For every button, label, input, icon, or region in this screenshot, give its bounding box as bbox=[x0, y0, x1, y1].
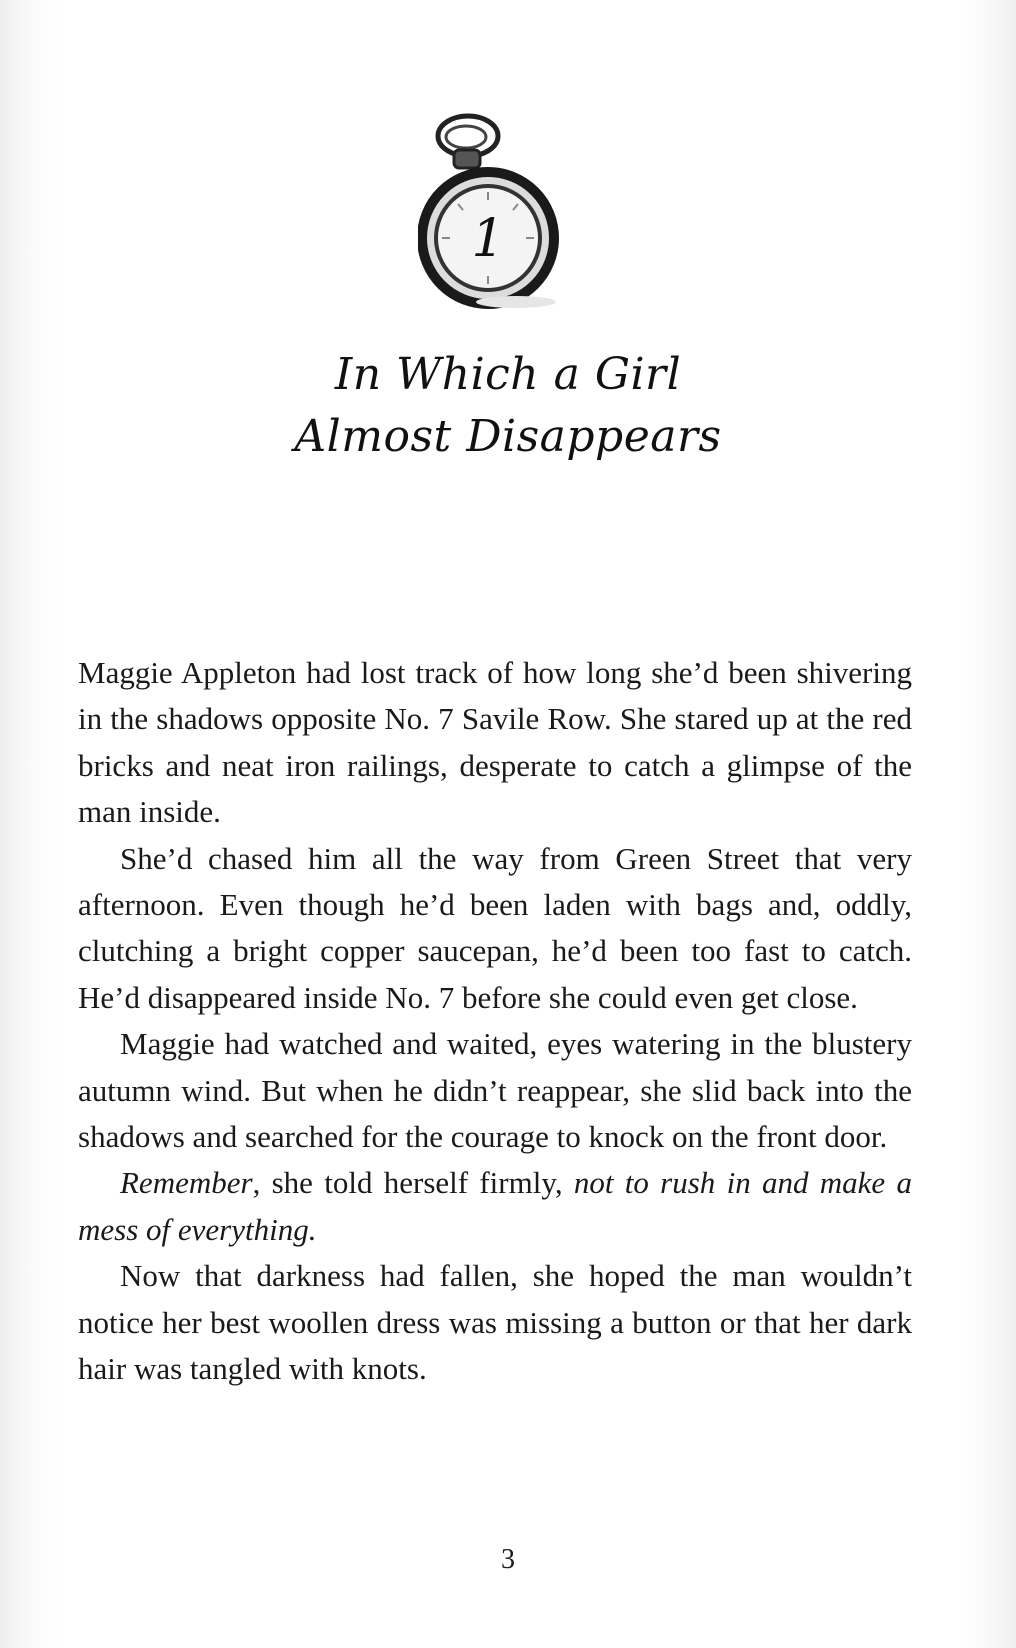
text-run: Maggie Appleton had lost track of how long she’d been shivering in the shadows opposite No. 7 Savile Row. She stared up at the red bricks and neat iron railings, desperate to catch a glimpse of the man inside. bbox=[78, 655, 912, 830]
paragraph bbox=[78, 650, 912, 836]
text-run: Now that darkness had fallen, she hoped the man wouldn’t notice her best woollen dress was missing a button or that her dark hair was tangled with knots. bbox=[78, 1258, 912, 1387]
paragraph bbox=[78, 1253, 912, 1392]
page-number: 3 bbox=[501, 1544, 515, 1575]
chapter-title-line-1: In Which a Girl bbox=[334, 349, 682, 400]
text-run: , she told herself firmly, bbox=[252, 1165, 574, 1201]
chapter-number: 1 bbox=[471, 209, 505, 269]
chapter-title bbox=[200, 344, 816, 468]
chapter-title-line-2: Almost Disappears bbox=[294, 411, 722, 462]
text-run: She’d chased him all the way from Green Street that very afternoon. Even though he’d been laden with bags and, oddly, clutching a bright copper saucepan, he’d been too fast to catch. He’d disappeared inside No. 7 before she could even get close. bbox=[78, 840, 912, 1015]
pocket-watch-icon bbox=[418, 110, 578, 310]
chapter-body bbox=[78, 650, 912, 1393]
paragraph bbox=[78, 836, 912, 1022]
italic-text: Remember bbox=[120, 1165, 253, 1201]
italic-text: not to rush in and make a mess of everything. bbox=[78, 1165, 912, 1247]
paragraph bbox=[78, 1160, 912, 1253]
paragraph bbox=[78, 1021, 912, 1160]
text-run: Maggie had watched and waited, eyes watering in the blustery autumn wind. But when he didn’t reappear, she slid back into the shadows and searched for the courage to knock on the front door. bbox=[78, 1026, 912, 1155]
